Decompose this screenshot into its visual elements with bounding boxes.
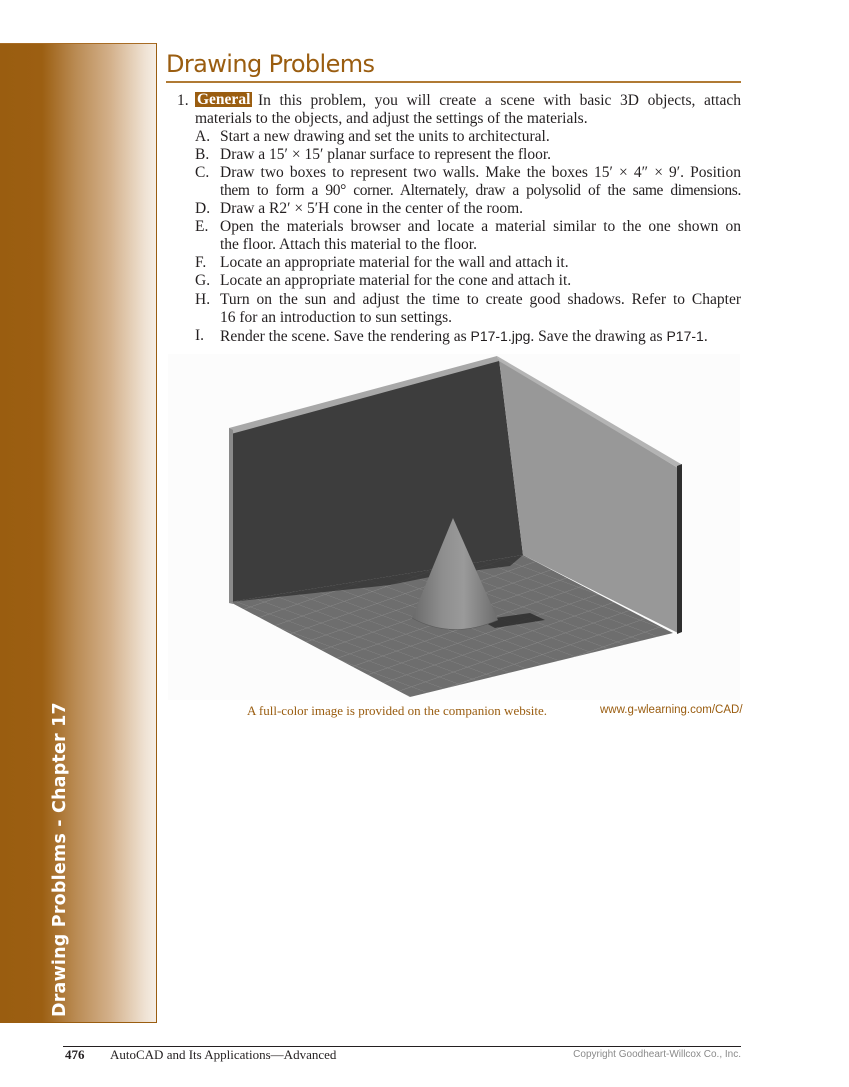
problem-number: 1. <box>177 92 189 109</box>
step-f-text: Locate an appropriate material for the wall and attach it. <box>220 254 569 271</box>
step-c-text-2: them to form a 90° corner. Alternately, draw a polysolid of the same dimensions. <box>220 182 741 199</box>
book-title: AutoCAD and Its Applications—Advanced <box>110 1047 337 1062</box>
step-h-text-1: Turn on the sun and adjust the time to create good shadows. Refer to Chapter <box>220 291 741 308</box>
companion-website-link[interactable]: www.g-wlearning.com/CAD/ <box>600 704 743 716</box>
problem-intro-line-2: materials to the objects, and adjust the settings of the materials. <box>195 110 588 127</box>
page-number: 476 <box>65 1047 85 1062</box>
step-letter: F. <box>195 254 207 271</box>
step-e-text-1: Open the materials browser and locate a material similar to the one shown on <box>220 218 741 235</box>
rendered-scene-image <box>168 354 740 700</box>
difficulty-badge: General <box>197 91 251 108</box>
step-g-text: Locate an appropriate material for the cone and attach it. <box>220 272 572 289</box>
figure-caption: A full-color image is provided on the companion website. <box>247 703 548 718</box>
rendered-scene-figure <box>168 354 740 700</box>
step-b-text: Draw a 15′ × 15′ planar surface to represent the floor. <box>220 146 551 163</box>
step-letter: I. <box>195 327 205 344</box>
step-i-part: Render the scene. Save the rendering as <box>220 328 471 345</box>
step-letter: B. <box>195 146 210 163</box>
step-i-part: . Save the drawing as <box>530 328 667 345</box>
sidebar-chapter-label: Drawing Problems - Chapter 17 <box>50 702 70 1017</box>
title-underline <box>166 81 741 83</box>
step-letter: A. <box>195 128 211 145</box>
step-e-text-2: the floor. Attach this material to the floor. <box>220 236 477 253</box>
step-c-text-1: Draw two boxes to represent two walls. Make the boxes 15′ × 4″ × 9′. Position <box>220 164 741 181</box>
drawing-filename: P17-1 <box>666 328 704 344</box>
step-letter: H. <box>195 291 211 308</box>
problem-intro-line-1: In this problem, you will create a scene with basic 3D objects, attach <box>258 92 741 109</box>
chapter-sidebar-tab <box>0 43 157 1023</box>
step-letter: D. <box>195 200 211 217</box>
rendering-filename: P17-1.jpg <box>470 328 531 344</box>
page-title: Drawing Problems <box>166 50 375 78</box>
step-letter: C. <box>195 164 210 181</box>
copyright-notice: Copyright Goodheart-Willcox Co., Inc. <box>573 1049 741 1060</box>
step-i-part: . <box>703 328 708 345</box>
step-i-text <box>220 327 708 346</box>
step-h-text-2: 16 for an introduction to sun settings. <box>220 309 453 326</box>
step-letter: E. <box>195 218 209 235</box>
step-a-text: Start a new drawing and set the units to architectural. <box>220 128 550 145</box>
step-d-text: Draw a R2′ × 5′H cone in the center of the room. <box>220 200 524 217</box>
step-letter: G. <box>195 272 211 289</box>
